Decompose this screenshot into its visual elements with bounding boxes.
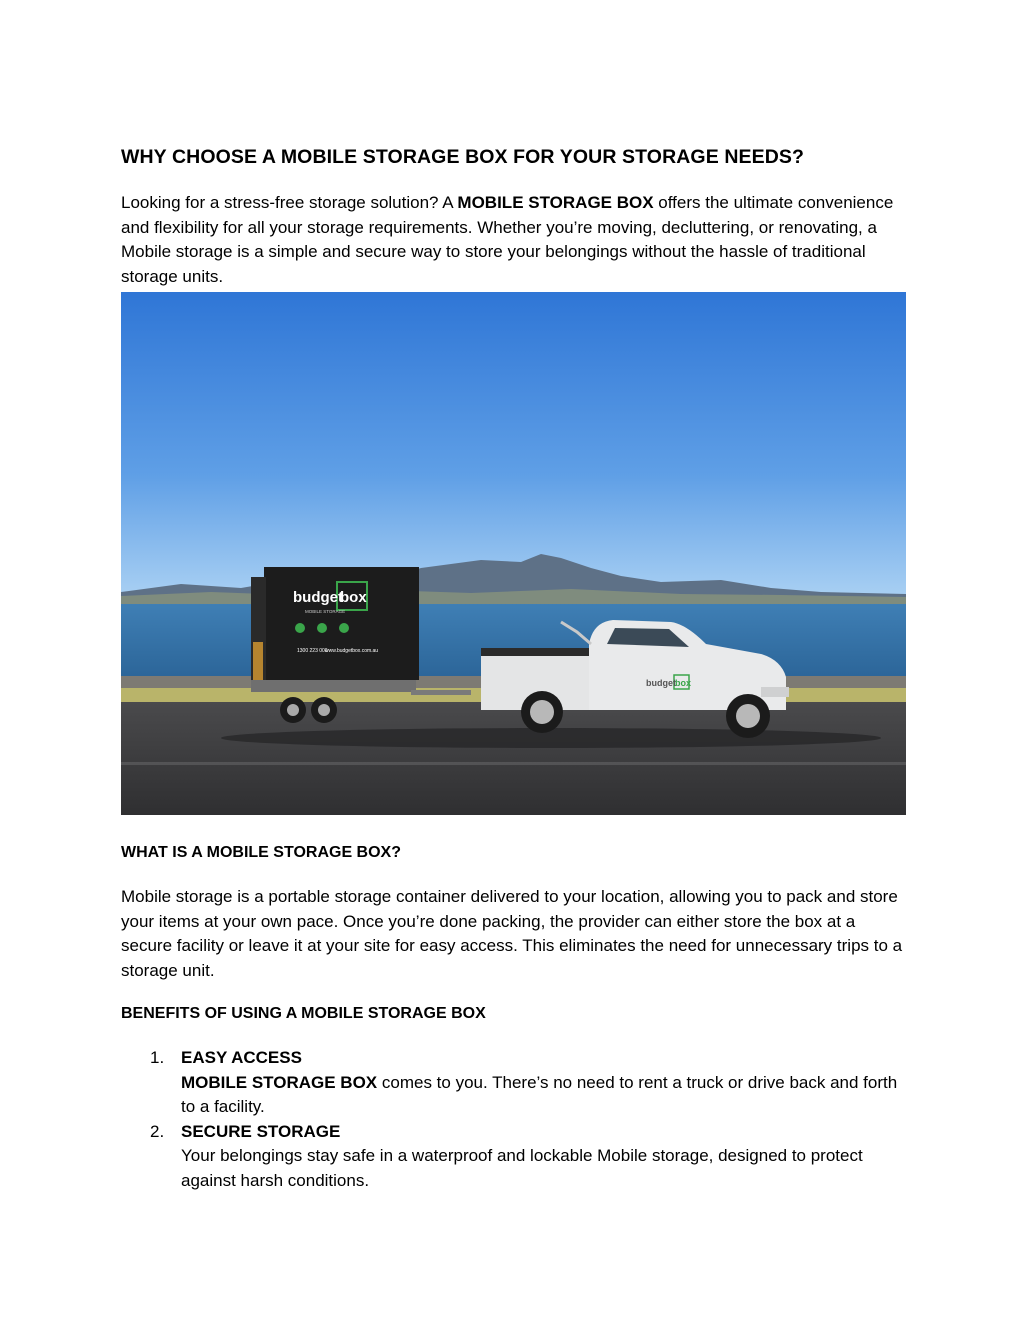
ute-hub-rear bbox=[530, 700, 554, 724]
list-item-text: comes to you. There’s no need to rent a truck or drive back and forth to a facility. bbox=[181, 1072, 898, 1116]
box-website: www.budgetbox.com.au bbox=[325, 648, 379, 654]
mobile-storage-photo bbox=[121, 292, 906, 815]
intro-bold-term: MOBILE STORAGE BOX bbox=[457, 193, 654, 212]
benefits-heading: BENEFITS OF USING A MOBILE STORAGE BOX bbox=[121, 1005, 486, 1022]
sky bbox=[121, 292, 906, 597]
box-wood-panel bbox=[253, 642, 263, 680]
list-item-bold-lead: MOBILE STORAGE BOX bbox=[181, 1072, 378, 1092]
trailer-chassis bbox=[251, 680, 416, 692]
ute-bumper bbox=[761, 687, 789, 697]
box-subtitle: MOBILE STORAGE bbox=[305, 609, 346, 614]
what-is-paragraph: Mobile storage is a portable storage container delivered to your location, allowing you to pack and store your items at your own pace. Once you’re done packing, the provider can either store the box at a secure facility or leave it at your site for easy access. This eliminates the need for unnecessary trips to a storage unit. bbox=[121, 887, 903, 980]
list-item bbox=[121, 1120, 906, 1194]
box-logo-text-2: box bbox=[340, 589, 367, 606]
list-item-number: 2. bbox=[150, 1121, 165, 1141]
ute-tray-cover bbox=[481, 648, 591, 656]
road-line bbox=[121, 762, 906, 765]
trailer-hub-2 bbox=[318, 704, 330, 716]
page-title: WHY CHOOSE A MOBILE STORAGE BOX FOR YOUR STORAGE NEEDS? bbox=[121, 146, 805, 168]
box-icon-3 bbox=[339, 623, 349, 633]
box-logo-text-1: budget bbox=[293, 589, 343, 606]
box-phone: 1300 223 000 bbox=[297, 648, 328, 654]
list-item-body bbox=[181, 1146, 863, 1190]
intro-text-end: offers the ultimate convenience and flexibility for all your storage requirements. Whether you’re moving, decluttering, or renovating, a Mobile storage is a simple and secure way to store your belongings without the hassle of traditional storage units. bbox=[121, 193, 894, 286]
list-item-title: EASY ACCESS bbox=[181, 1048, 302, 1067]
ute-logo-text-2: box bbox=[675, 678, 692, 688]
list-item-number: 1. bbox=[150, 1048, 165, 1067]
list-item-body bbox=[181, 1073, 897, 1117]
storage-box bbox=[264, 567, 419, 680]
list-item bbox=[121, 1046, 906, 1120]
box-icon-1 bbox=[295, 623, 305, 633]
intro-paragraph bbox=[121, 191, 906, 289]
road bbox=[121, 702, 906, 815]
intro-text-start: Looking for a stress-free storage solution? A bbox=[121, 193, 458, 212]
vehicle-shadow bbox=[221, 728, 881, 748]
list-item-title: SECURE STORAGE bbox=[181, 1121, 341, 1141]
benefits-list bbox=[121, 1046, 906, 1193]
ute-logo-text-1: budget bbox=[646, 678, 676, 688]
photo-illustration bbox=[121, 292, 906, 815]
what-is-heading: WHAT IS A MOBILE STORAGE BOX? bbox=[121, 844, 401, 861]
ute-hub-front bbox=[736, 704, 760, 728]
box-icon-2 bbox=[317, 623, 327, 633]
list-item-text: Your belongings stay safe in a waterproof and lockable Mobile storage, designed to protect against harsh conditions. bbox=[181, 1146, 863, 1190]
trailer-drawbar bbox=[411, 690, 471, 695]
trailer-hub-1 bbox=[287, 704, 299, 716]
